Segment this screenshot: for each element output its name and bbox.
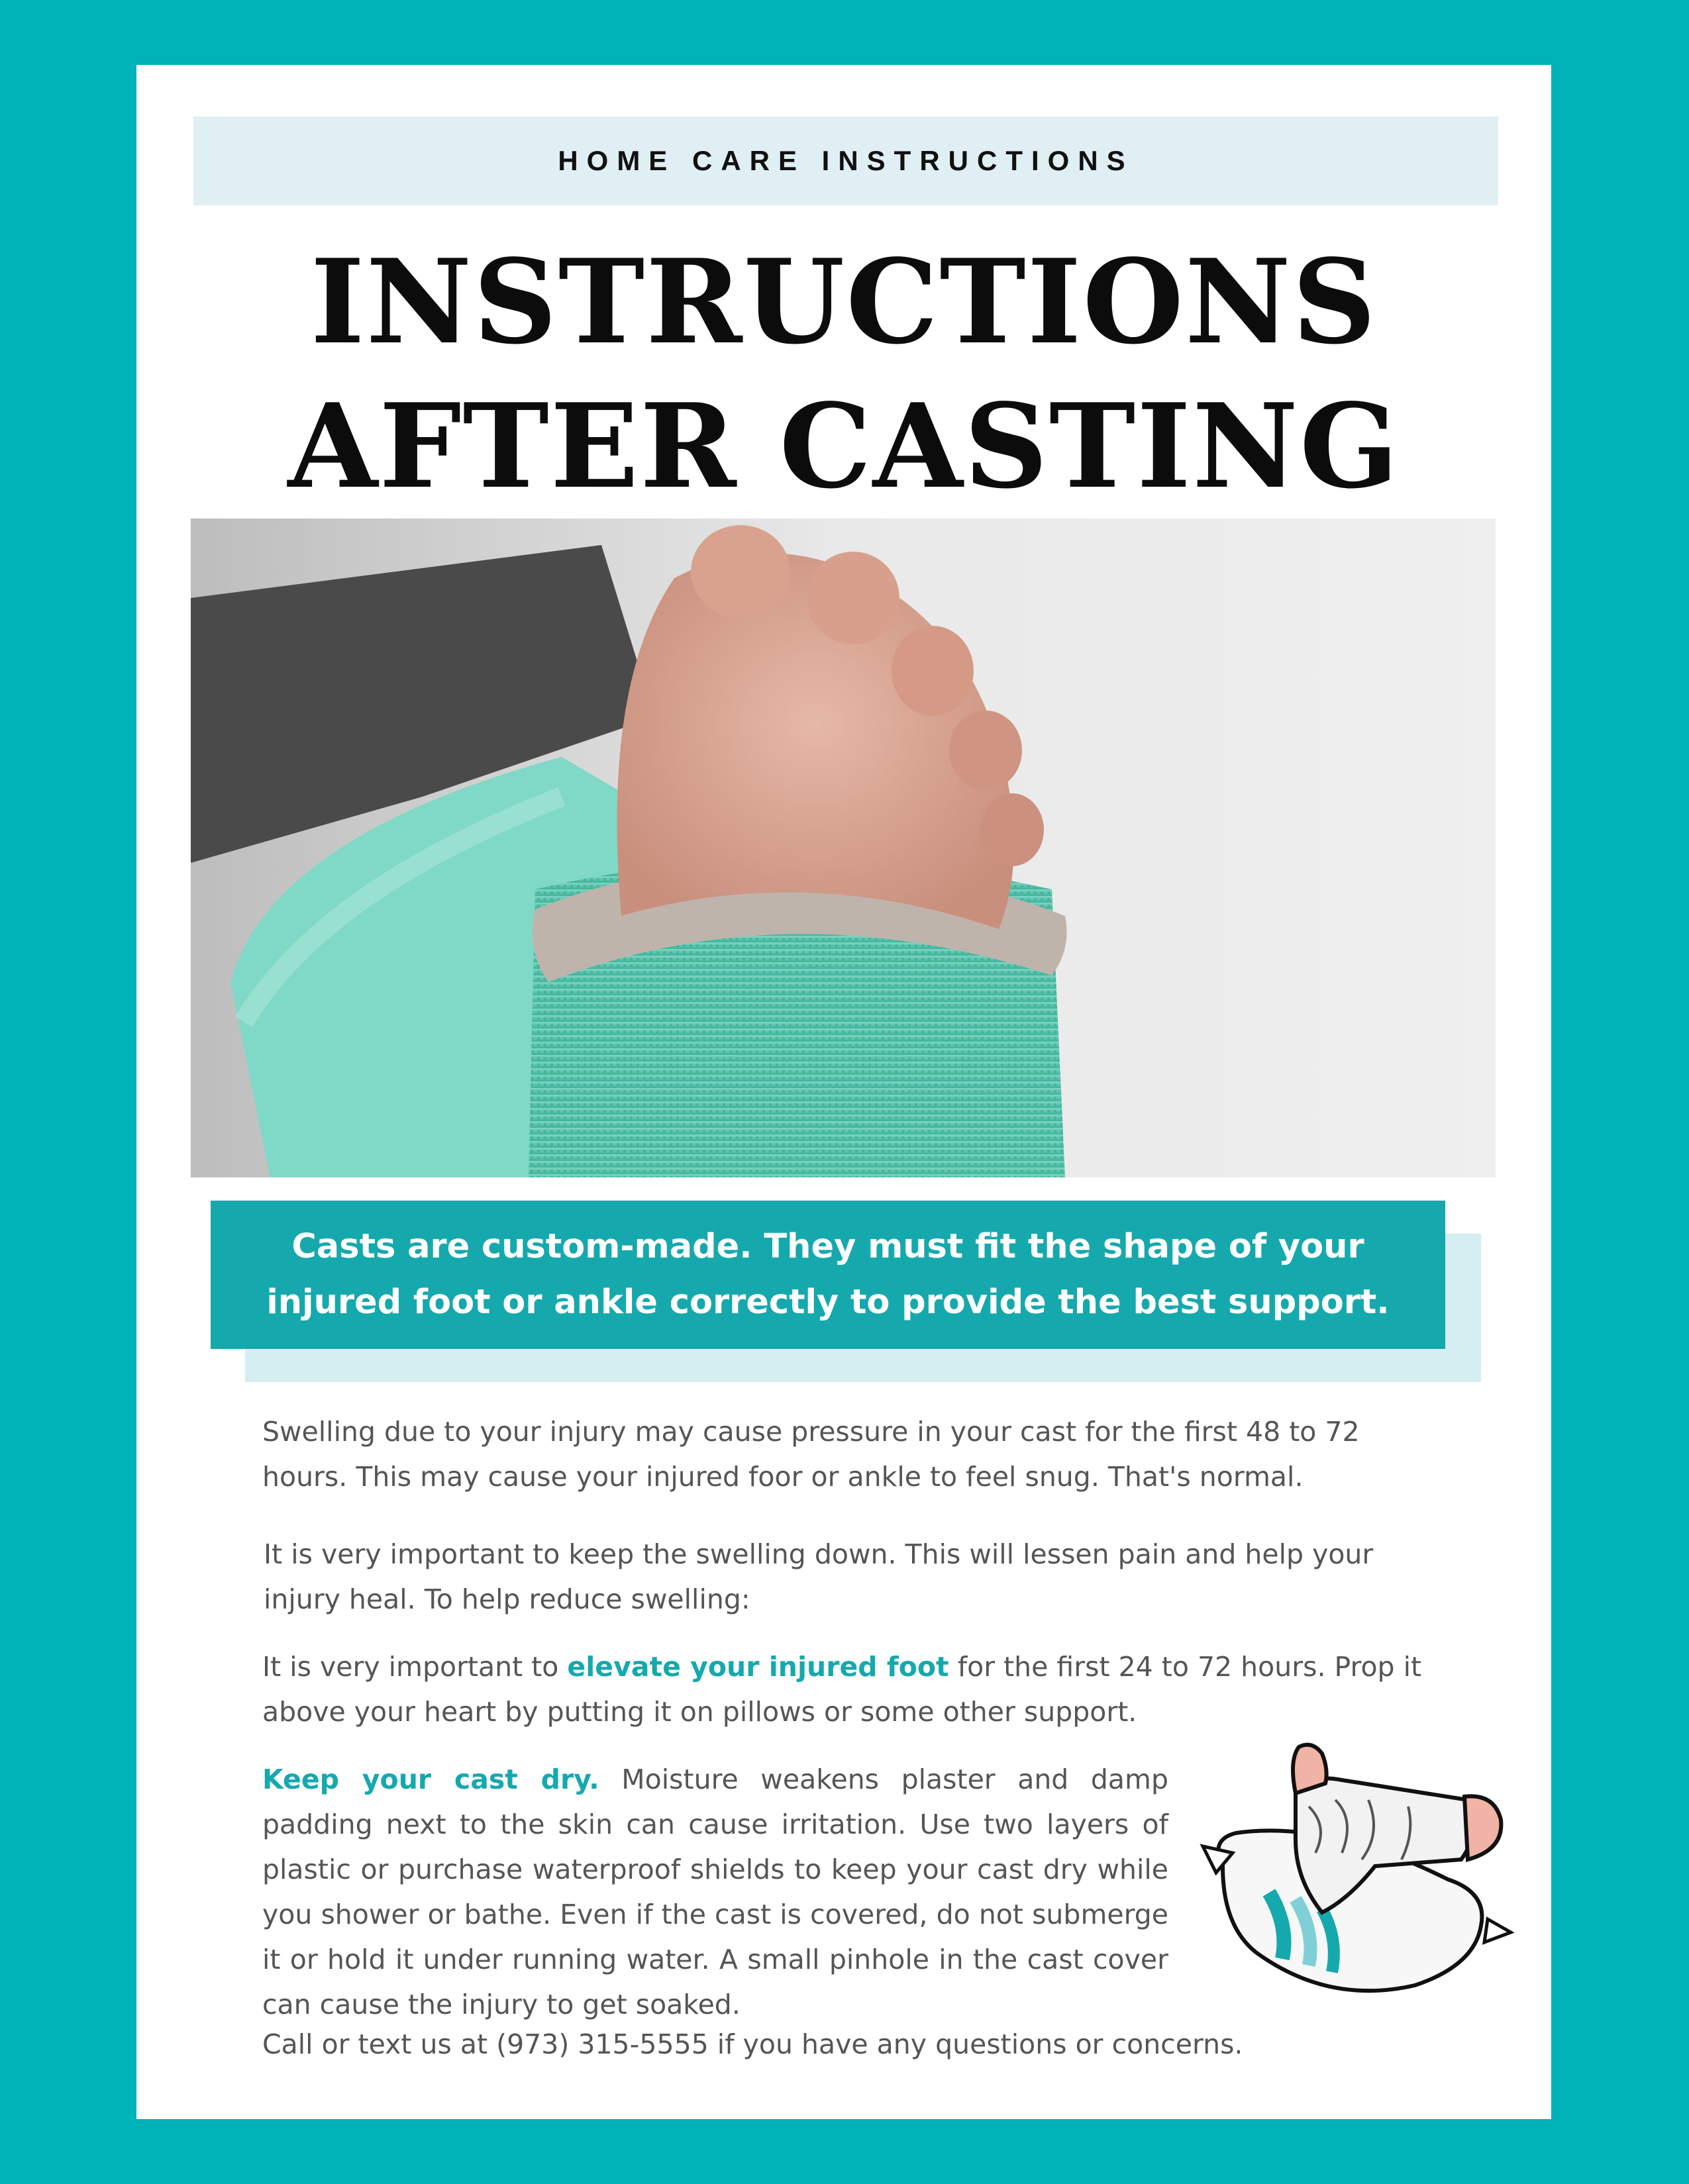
title-line-2: AFTER CASTING xyxy=(287,379,1400,515)
contact-line: Call or text us at (973) 315-5555 if you have any questions or concerns. xyxy=(262,2028,1243,2060)
instruction-sheet xyxy=(136,65,1551,2119)
section-band xyxy=(193,117,1498,205)
casted-foot-photo xyxy=(191,519,1496,1177)
p3-start: It is very important to xyxy=(262,1651,568,1683)
section-label: HOME CARE INSTRUCTIONS xyxy=(558,145,1134,176)
callout-line-1: Casts are custom-made. They must fit the shape of your xyxy=(291,1227,1364,1266)
title-line-1: INSTRUCTIONS xyxy=(310,234,1378,370)
paragraph-reduce-swelling: It is very important to keep the swelling down. This will lessen pain and help your injury heal. To help reduce swelling: xyxy=(264,1538,1374,1615)
paragraph-keep-dry xyxy=(262,1757,1168,2027)
cast-on-pillow-illustration xyxy=(1196,1734,1514,2012)
p3-end: for the first 24 to 72 hours. Prop it above your heart by putting it on pillows or some other support. xyxy=(262,1651,1422,1728)
p4-body: Moisture weakens plaster and damp padding next to the skin can cause irritation. Use two layers of plastic or purchase waterproof shields to keep your cast dry while you shower or bathe. Even if the cast is covered, do not submerge it or hold it under running water. A small pinhole in the cast cover can cause the injury to get soaked. xyxy=(262,1763,1168,2020)
paragraph-swelling: Swelling due to your injury may cause pressure in your cast for the first 48 to 72 hours. This may cause your injured foor or ankle to feel snug. That's normal. xyxy=(262,1416,1360,1493)
keep-dry-highlight: Keep your cast dry. xyxy=(262,1763,599,1795)
page-title xyxy=(136,230,1551,519)
callout-line-2: injured foot or ankle correctly to provide the best support. xyxy=(266,1283,1390,1322)
elevate-highlight: elevate your injured foot xyxy=(567,1651,949,1683)
key-callout xyxy=(211,1201,1445,1349)
paragraph-elevate xyxy=(262,1644,1428,1734)
